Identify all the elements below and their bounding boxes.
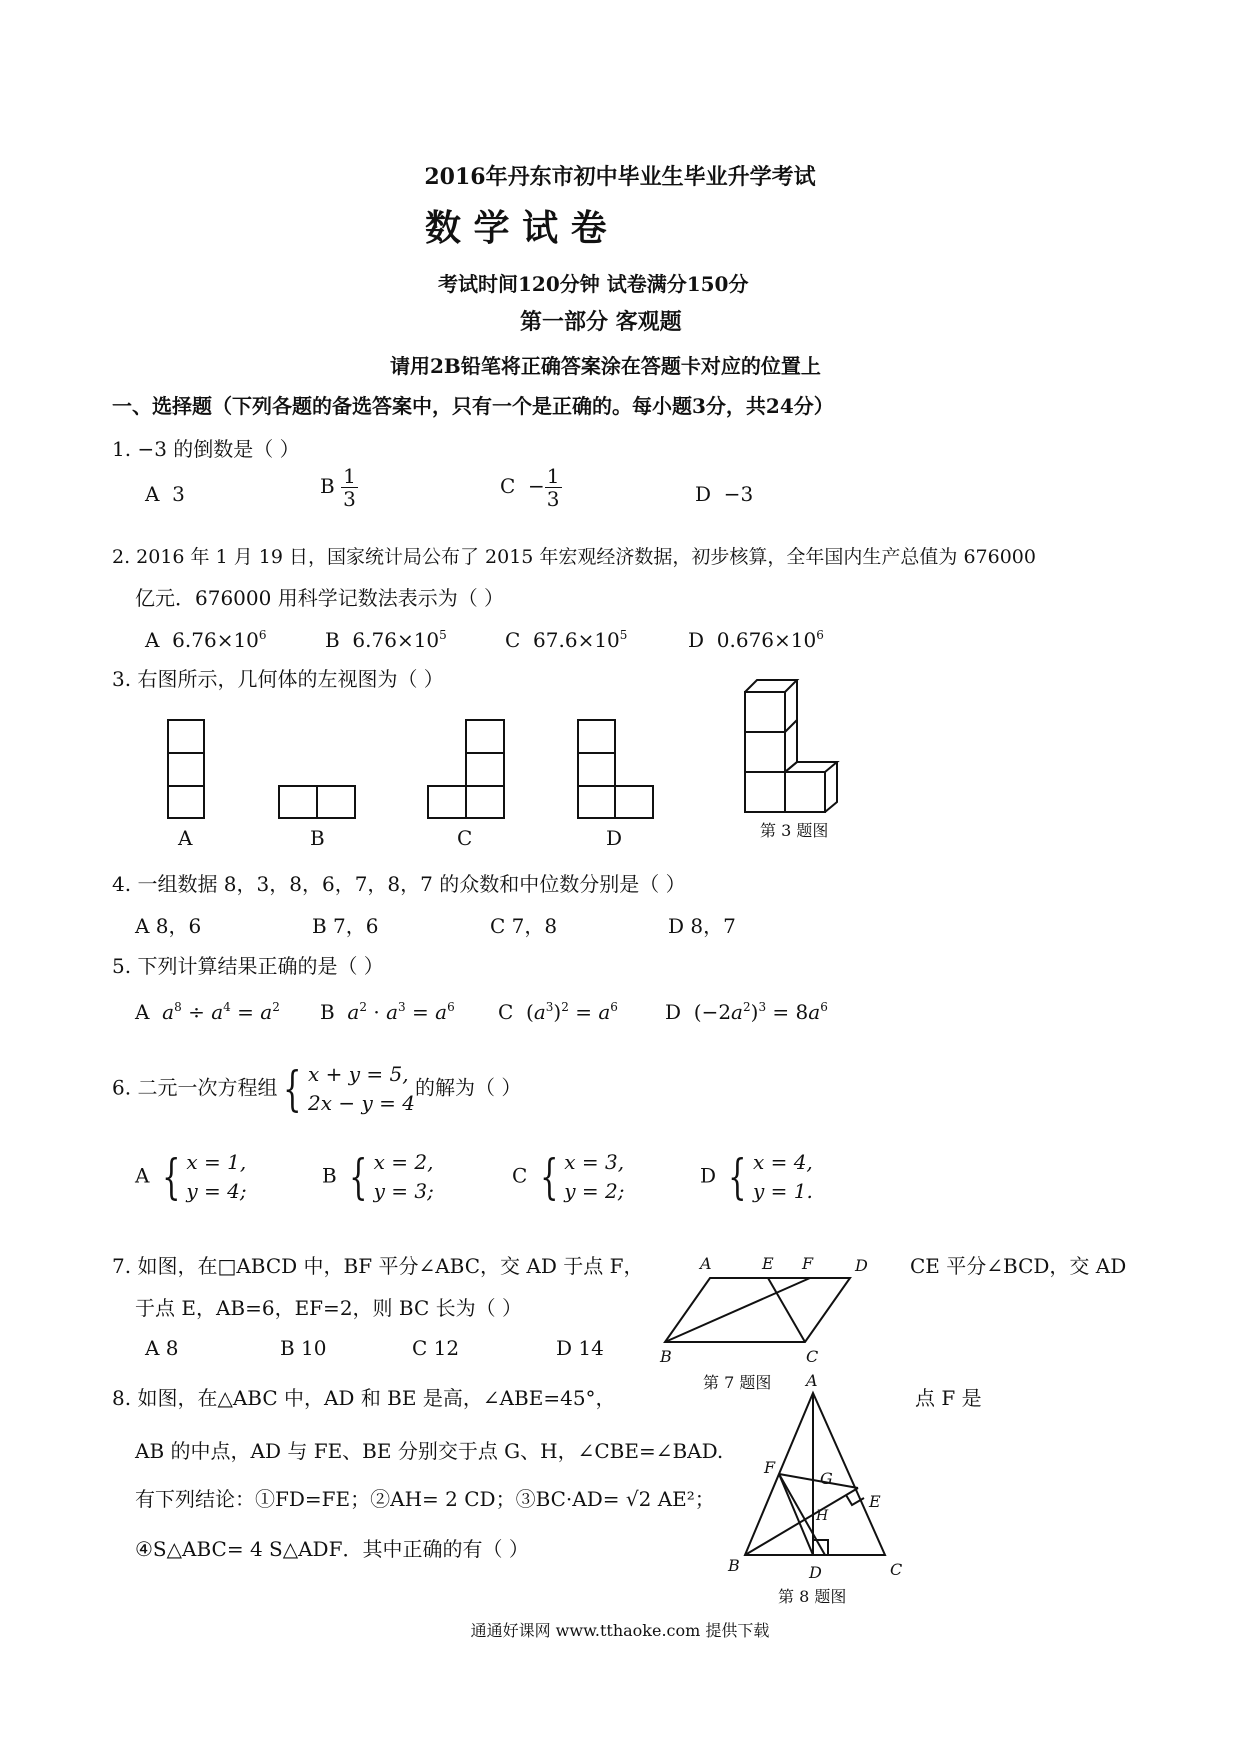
q1-option-d: D −3	[695, 482, 754, 506]
part-title: 第一部分 客观题	[520, 309, 682, 335]
q2-option-b: B $6.76\times 10^5$	[325, 628, 447, 652]
q7-stem-a: 7. 如图，在□ABCD 中，BF 平分∠ABC，交 AD 于点 F，	[112, 1254, 644, 1278]
q8-stem-a: 8. 如图，在△ABC 中，AD 和 BE 是高，∠ABE=45°，	[112, 1386, 616, 1410]
q8-point-b: B	[728, 1556, 740, 1575]
q8-point-d: D	[809, 1563, 822, 1582]
q2-option-a: A $6.76\times 10^6$	[145, 628, 267, 652]
q8-stem-d: 有下列结论：①FD=FE；②AH= 2 CD；③BC·AD= √2 AE²；	[135, 1487, 715, 1511]
q6-option-c: C { x = 3, y = 2;	[512, 1149, 625, 1205]
q3-label-c: C	[457, 826, 473, 850]
q6-eq1: x + y = 5,	[308, 1062, 409, 1086]
q6-option-a: A { x = 1, y = 4;	[135, 1149, 247, 1205]
q1-option-c: C − $\frac{1}{3}$	[500, 464, 560, 511]
q7-option-a: A 8	[145, 1336, 179, 1360]
q4-stem: 4. 一组数据 8，3，8，6，7，8，7 的众数和中位数分别是（ ）	[112, 872, 686, 896]
q7-point-e: E	[762, 1254, 774, 1273]
q7-option-b: B 10	[280, 1336, 327, 1360]
q8-point-h: H	[816, 1508, 829, 1524]
exam-info: 考试时间120分钟 试卷满分150分	[438, 272, 749, 296]
q2-stem-line1: 2. 2016 年 1 月 19 日，国家统计局公布了 2015 年宏观经济数据，初步核算，全年国内生产总值为 676000	[112, 546, 1036, 568]
q6-eq2: 2x − y = 4	[308, 1091, 415, 1115]
q7-option-c: C 12	[412, 1336, 460, 1360]
q7-point-b: B	[660, 1347, 672, 1366]
instruction: 请用2B铅笔将正确答案涂在答题卡对应的位置上	[390, 354, 821, 378]
q8-point-e: E	[869, 1492, 881, 1511]
q6-option-b: B { x = 2, y = 3;	[322, 1149, 434, 1205]
q3-label-a: A	[178, 826, 193, 850]
q2-stem-line2: 亿元．676000 用科学记数法表示为（ ）	[135, 586, 505, 610]
q8-point-a: A	[806, 1371, 818, 1390]
q3-label-d: D	[606, 826, 623, 850]
q5-option-d: D $(-2a^2)^3 = 8a^6$	[665, 1000, 828, 1024]
q6-stem: 6. 二元一次方程组 { x + y = 5, 2x − y = 4 的解为（ ）	[112, 1061, 522, 1117]
q8-point-g: G	[820, 1469, 833, 1488]
q3-figure-caption: 第 3 题图	[760, 821, 829, 840]
q2-option-c: C $67.6\times 10^5$	[505, 628, 628, 652]
q3-stem: 3. 右图所示，几何体的左视图为（ ）	[112, 667, 444, 691]
q7-figure-caption: 第 7 题图	[703, 1373, 772, 1392]
subject-title: 数 学 试 卷	[425, 207, 607, 249]
q7-stem-b: CE 平分∠BCD，交 AD	[910, 1254, 1127, 1278]
q8-stem-e: ④S△ABC= 4 S△ADF．其中正确的有（ ）	[135, 1537, 529, 1561]
q5-option-a: A $a^8 \div a^4 = a^2$	[135, 1000, 280, 1024]
q4-option-c: C 7，8	[490, 914, 558, 938]
q7-point-d: D	[855, 1256, 868, 1275]
q8-point-c: C	[890, 1560, 903, 1579]
q6-option-d: D { x = 4, y = 1.	[700, 1149, 813, 1205]
q4-option-b: B 7，6	[312, 914, 379, 938]
footer: 通通好课网 www.tthaoke.com 提供下载	[470, 1621, 770, 1640]
q3-label-b: B	[310, 826, 325, 850]
q5-option-c: C $(a^3)^2 = a^6$	[498, 1000, 618, 1024]
section-heading: 一、选择题（下列各题的备选答案中，只有一个是正确的。每小题3分，共24分）	[112, 394, 834, 418]
exam-title: 2016年丹东市初中毕业生毕业升学考试	[424, 164, 816, 190]
q8-stem-b: 点 F 是	[915, 1386, 982, 1410]
q5-stem: 5. 下列计算结果正确的是（ ）	[112, 954, 384, 978]
q8-point-f: F	[764, 1458, 776, 1477]
q7-point-f: F	[802, 1254, 814, 1273]
q7-option-d: D 14	[556, 1336, 604, 1360]
q5-option-b: B $a^2 \cdot a^3 = a^6$	[320, 1000, 455, 1024]
q1-stem: 1. −3 的倒数是（ ）	[112, 437, 300, 461]
q8-stem-c: AB 的中点，AD 与 FE、BE 分别交于点 G、H，∠CBE=∠BAD.	[135, 1439, 724, 1463]
q4-option-d: D 8，7	[668, 914, 736, 938]
q4-option-a: A 8，6	[135, 914, 202, 938]
q8-figure-caption: 第 8 题图	[778, 1587, 847, 1606]
q7-point-c: C	[806, 1347, 819, 1366]
q1-option-b: B $\frac{1}{3}$	[320, 464, 356, 511]
q7-stem-c: 于点 E，AB=6，EF=2，则 BC 长为（ ）	[135, 1296, 522, 1320]
q1-option-a: A 3	[145, 482, 185, 506]
q7-point-a: A	[700, 1254, 712, 1273]
q2-option-d: D $0.676\times 10^6$	[688, 628, 824, 652]
